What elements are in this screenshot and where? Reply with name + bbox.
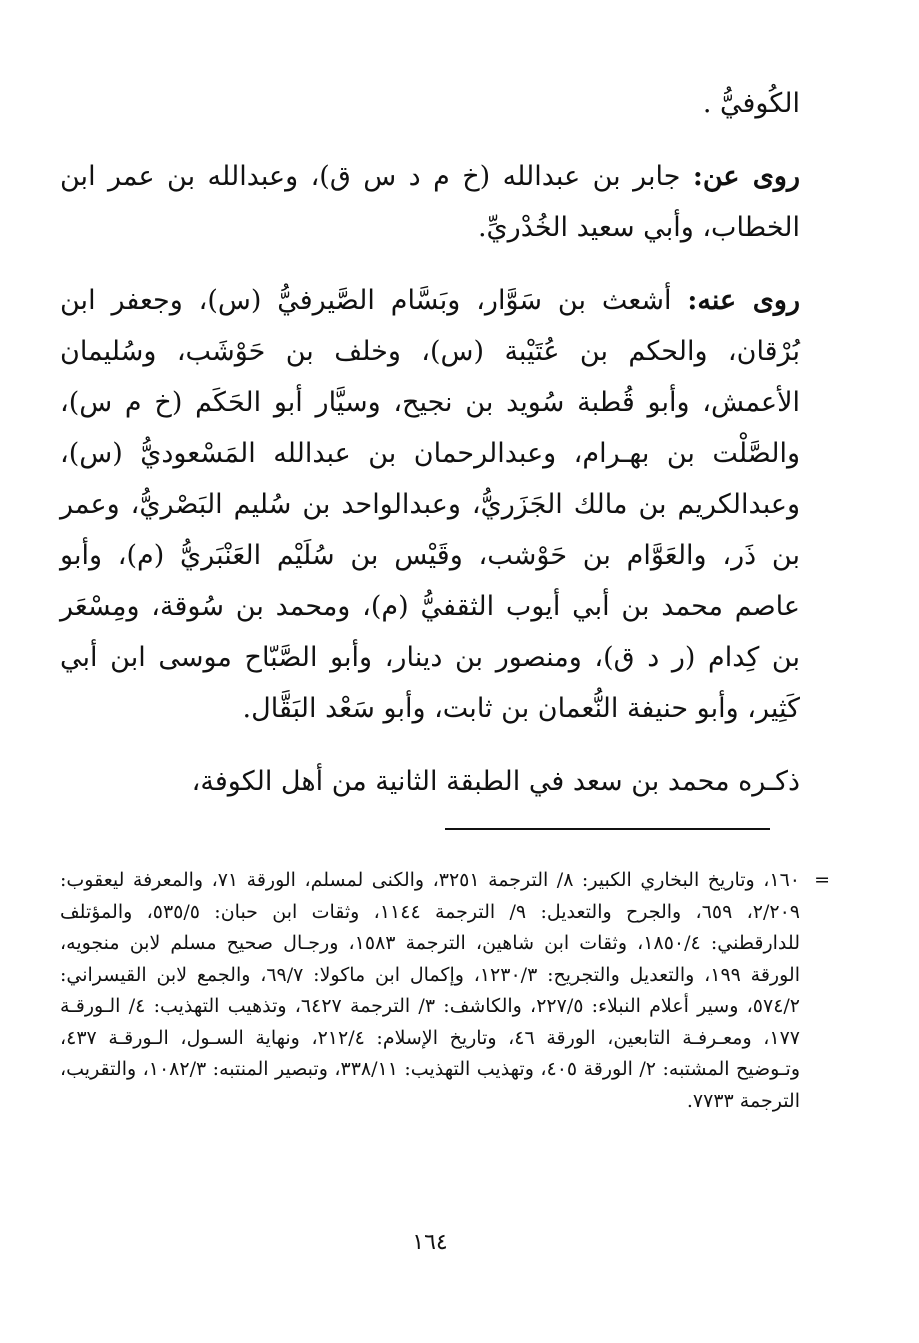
book-page [60, 70, 830, 1300]
footnote-continuation-marker: = [814, 869, 830, 891]
continued-line: الكُوفيُّ . [702, 88, 800, 119]
narrated-by-label: روى عنه: [687, 285, 801, 316]
narrated-from-paragraph [60, 151, 800, 253]
footnote-divider [445, 828, 770, 830]
closing-paragraph: ذكـره محمد بن سعد في الطبقة الثانية من أهل الكوفة، [191, 766, 800, 797]
main-text [60, 78, 800, 807]
footnote-text: ١٦٠، وتاريخ البخاري الكبير: ٨/ الترجمة ٣٢٥١، والكنى لمسلم، الورقة ٧١، والمعرفة ليعقوب: ٢/٢٠٩، ٦٥٩، والجرح والتعديل: ٩/ الترجمة ١١٤٤، وثقات ابن حبان: ٥٣٥/٥، والمؤتلف للدارقطني: ١٨٥٠/٤، وثقات ابن شاهين، الترجمة ١٥٨٣، ورجـال صحيح مسلم لابن منجويه، الورقة ١٩٩، والتعديل والتجريح: ١٢٣٠/٣، وإكمال ابن ماكولا: ٦٩/٧، والجمع لابن القيسراني: ٥٧٤/٢، وسير أعلام النبلاء: ٢٢٧/٥، والكاشف: ٣/ الترجمة ٦٤٢٧، وتذهيب التهذيب: ٤/ الـورقـة ١٧٧، ومعـرفـة التابعين، الورقة ٤٦، وتاريخ الإسلام: ٢١٢/٤، ونهاية السـول، الـورقـة ٤٣٧، وتـوضيح المشتبه: ٢/ الورقة ٤٠٥، وتهذيب التهذيب: ٣٣٨/١١، وتبصير المنتبه: ١٠٨٢/٣، والتقريب، الترجمة ٧٧٣٣. [60, 869, 801, 1112]
footnote-section [60, 865, 830, 1117]
narrated-from-label: روى عن: [692, 161, 800, 192]
narrated-by-text: أشعث بن سَوَّار، وبَسَّام الصَّيرفيُّ (س)، وجعفر ابن بُرْقان، والحكم بن عُتَيْبة (س)، وخلف بن حَوْشَب، وسُليمان الأعمش، وأبو قُطبة سُويد بن نجيح، وسيَّار أبو الحَكَم (خ م س)، والصَّلْت بن بهـرام، وعبدالرحمان بن عبدالله المَسْعوديُّ (س)، وعبدالكريم بن مالك الجَزَريُّ، وعبدالواحد بن سُليم البَصْريُّ، وعمر بن ذَر، والعَوَّام بن حَوْشب، وقَيْس بن سُلَيْم العَنْبَريُّ (م)، وأبو عاصم محمد بن أبي أيوب الثقفيُّ (م)، ومحمد بن سُوقة، ومِسْعَر بن كِدام (ر د ق)، ومنصور بن دينار، وأبو الصَّبّاح موسى ابن أبي كَثِير، وأبو حنيفة النُّعمان بن ثابت، وأبو سَعْد البَقَّال. [60, 285, 800, 724]
page-number: ١٦٤ [412, 1230, 448, 1255]
narrated-from-text: جابر بن عبدالله (خ م د س ق)، وعبدالله بن عمر ابن الخطاب، وأبي سعيد الخُدْريِّ. [60, 161, 800, 243]
narrated-by-paragraph [60, 275, 800, 734]
